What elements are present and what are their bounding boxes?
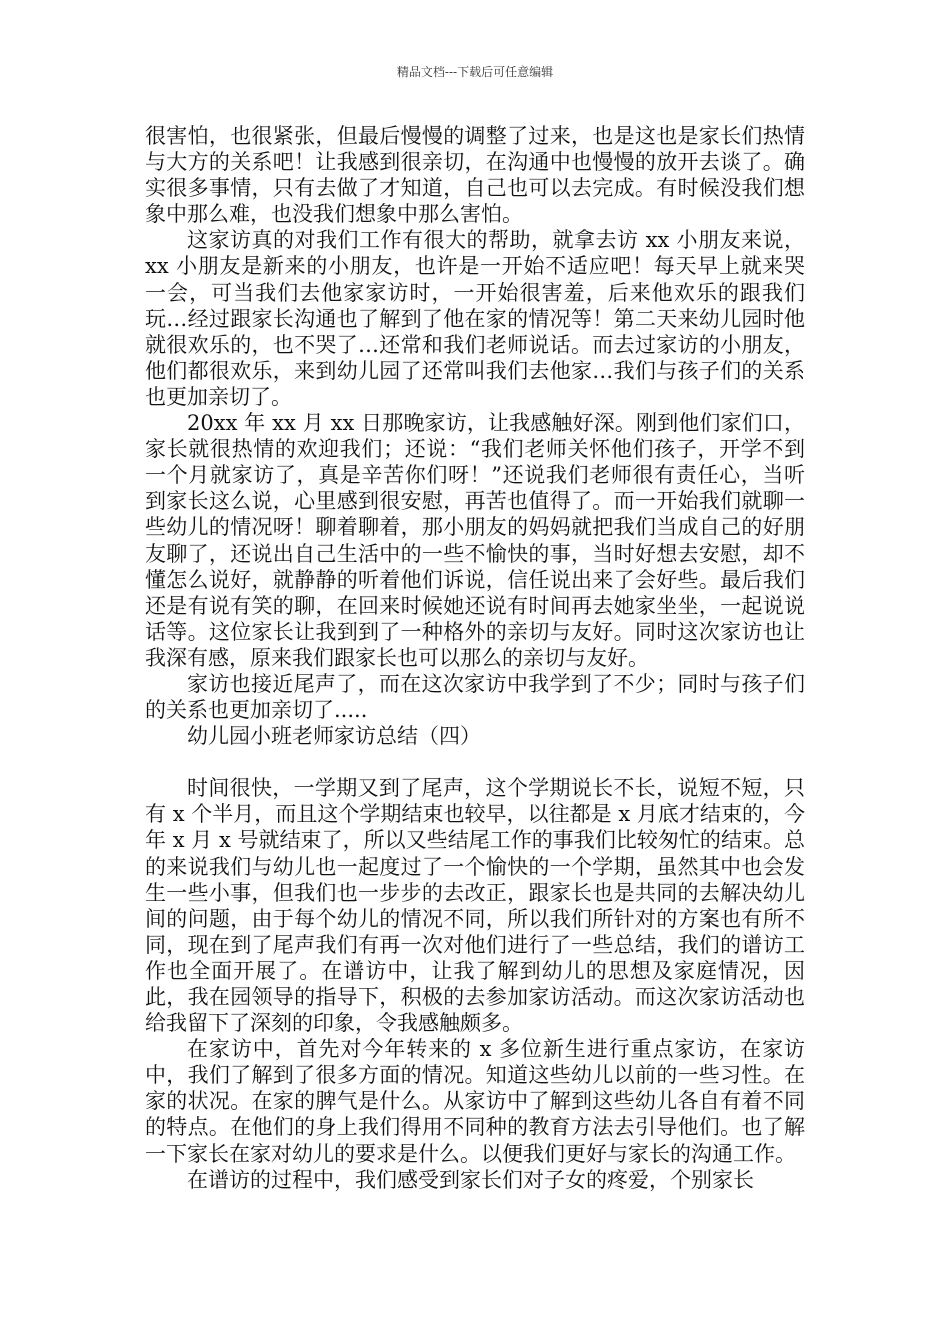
paragraph-7: 在谱访的过程中，我们感受到家长们对子女的疼爱，个别家长 — [187, 1167, 754, 1192]
document-body — [145, 123, 805, 1193]
blank-line — [145, 749, 805, 775]
section-heading: 幼儿园小班老师家访总结（四） — [187, 724, 481, 749]
paragraph-4: 家访也接近尾声了，而在这次家访中我学到了不少；同时与孩子们的关系也更加亲切了..... — [145, 671, 805, 723]
paragraph-3: 20xx 年 xx 月 xx 日那晚家访，让我感触好深。刚到他们家们口，家长就很热情的欢迎我们；还说：“我们老师关怀他们孩子，开学不到一个月就家访了，真是辛苦你们呀！”还说我们老师很有责任心，当听到家长这么说，心里感到很安慰，再苦也值得了。而一开始我们就聊一些幼儿的情况呀！聊着聊着，那小朋友的妈妈就把我们当成自己的好朋友聊了，还说出自己生活中的一些不愉快的事，当时好想去安慰，却不懂怎么说好，就静静的听着他们诉说，信任说出来了会好些。最后我们还是有说有笑的聊，在回来时候她还说有时间再去她家坐坐，一起说说话等。这位家长让我到到了一种格外的亲切与友好。同时这次家访也让我深有感，原来我们跟家长也可以那么的亲切与友好。 — [145, 411, 805, 670]
page-header: 精品文档---下载后可任意编辑 — [396, 65, 554, 79]
paragraph-2: 这家访真的对我们工作有很大的帮助，就拿去访 xx 小朋友来说，xx 小朋友是新来的小朋友，也许是一开始不适应吧！每天早上就来哭一会，可当我们去他家家访时，一开始很害羞，后来他欢乐的跟我们玩…经过跟家长沟通也了解到了他在家的情况等！第二天来幼儿园时他就很欢乐的，也不哭了…还常和我们老师说话。而去过家访的小朋友，他们都很欢乐，来到幼儿园了还常叫我们去他家…我们与孩子们的关系也更加亲切了。 — [145, 228, 805, 409]
paragraph-6: 在家访中，首先对今年转来的 x 多位新生进行重点家访，在家访中，我们了解到了很多方面的情况。知道这些幼儿以前的一些习性。在家的状况。在家的脾气是什么。从家访中了解到这些幼儿各自有着不同的特点。在他们的身上我们得用不同种的教育方法去引导他们。也了解一下家长在家对幼儿的要求是什么。以便我们更好与家长的沟通工作。 — [145, 1037, 805, 1166]
paragraph-1: 很害怕，也很紧张，但最后慢慢的调整了过来，也是这也是家长们热情与大方的关系吧！让我感到很亲切，在沟通中也慢慢的放开去谈了。确实很多事情，只有去做了才知道，自己也可以去完成。有时候没我们想象中那么难，也没我们想象中那么害怕。 — [145, 124, 805, 227]
paragraph-5: 时间很快，一学期又到了尾声，这个学期说长不长，说短不短，只有 x 个半月，而且这个学期结束也较早，以往都是 x 月底才结束的，今年 x 月 x 号就结束了，所以又些结尾工作的事我们比较匆忙的结束。总的来说我们与幼儿也一起度过了一个愉快的一个学期，虽然其中也会发生一些小事，但我们也一步步的去改正，跟家长也是共同的去解决幼儿间的问题，由于每个幼儿的情况不同，所以我们所针对的方案也有所不同，现在到了尾声我们有再一次对他们进行了一些总结，我们的谱访工作也全面开展了。在谱访中，让我了解到幼儿的思想及家庭情况，因此，我在园领导的指导下，积极的去参加家访活动。而这次家访活动也给我留下了深刻的印象，令我感触颇多。 — [145, 776, 805, 1036]
